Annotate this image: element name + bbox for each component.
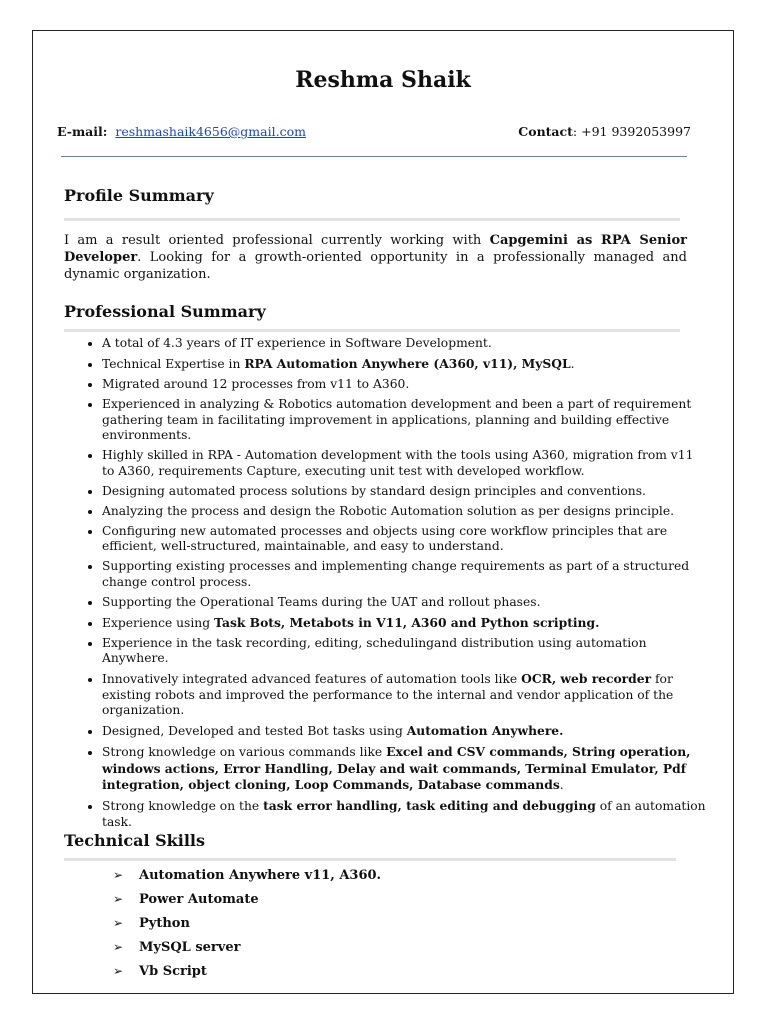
profile-summary-divider: [64, 218, 680, 221]
skill-label: Automation Anywhere v11, A360.: [139, 868, 382, 883]
candidate-name: Reshma Shaik: [295, 67, 471, 93]
profile-text-employer: Capgemini as RPA Senior Developer: [64, 233, 687, 265]
summary-bullet: [102, 336, 709, 352]
summary-bullet: [102, 448, 709, 479]
bullet-text: Highly skilled in RPA - Automation development with the tools using A360, migration from v11 to A360, requirements Capture, executing unit test with developed workflow.: [102, 448, 694, 478]
summary-bullet: [102, 559, 709, 590]
bullet-text-bold: OCR, web recorder: [521, 671, 652, 686]
summary-bullet: [102, 524, 709, 555]
bullet-text: for existing robots and improved the performance to the internal and vendor application of the organization.: [102, 672, 674, 717]
bullet-text: Designed, Developed and tested Bot tasks using: [102, 724, 407, 738]
bullet-text: Strong knowledge on various commands like: [102, 745, 387, 759]
arrow-bullet-icon: ➢: [113, 964, 124, 978]
summary-bullet: [102, 377, 709, 393]
email-label: E-mail:: [57, 124, 108, 139]
bullet-text: Experience using: [102, 615, 215, 630]
bullet-text: .: [570, 357, 575, 371]
summary-bullet: [102, 671, 709, 719]
arrow-bullet-icon: ➢: [113, 916, 124, 930]
bullet-text: Supporting the Operational Teams during the UAT and rollout phases.: [102, 594, 541, 609]
resume-page: [32, 30, 734, 994]
summary-bullet: [102, 484, 709, 500]
arrow-bullet-icon: ➢: [113, 868, 124, 882]
bullet-text: A total of 4.3 years of IT experience in Software Development.: [102, 336, 492, 350]
summary-bullet: [102, 744, 709, 794]
email-link[interactable]: reshmashaik4656@gmail.com: [115, 124, 306, 139]
bullet-text: Technical Expertise in: [102, 357, 245, 371]
bullet-text: Strong knowledge on the: [102, 799, 264, 813]
email-block: [57, 124, 306, 139]
summary-bullet: [102, 615, 709, 632]
bullet-text: Innovatively integrated advanced features of automation tools like: [102, 672, 522, 686]
summary-bullet: [102, 798, 709, 830]
skill-label: MySQL server: [139, 940, 241, 955]
bullet-text-bold: RPA Automation Anywhere (A360, v11), MySQL: [244, 356, 571, 371]
bullet-text: Migrated around 12 processes from v11 to A360.: [102, 377, 410, 391]
skill-label: Python: [139, 916, 190, 931]
bullet-text: Designing automated process solutions by standard design principles and conventions.: [102, 483, 646, 498]
arrow-bullet-icon: ➢: [113, 892, 124, 906]
summary-bullet: [102, 356, 709, 373]
summary-bullet: [102, 595, 709, 611]
technical-skills-heading: Technical Skills: [64, 831, 205, 850]
skill-item: [113, 940, 381, 964]
profile-summary-heading: Profile Summary: [64, 186, 214, 205]
skill-item: [113, 964, 381, 988]
skill-label: Vb Script: [139, 964, 207, 979]
bullet-text: of an automation task.: [102, 799, 706, 829]
skill-item: [113, 868, 381, 892]
technical-skills-divider: [64, 858, 676, 861]
professional-summary-divider: [64, 329, 680, 332]
contact-block: [518, 124, 691, 139]
arrow-bullet-icon: ➢: [113, 940, 124, 954]
professional-summary-list: [64, 336, 709, 835]
skill-item: [113, 916, 381, 940]
summary-bullet: [102, 397, 709, 444]
skill-item: [113, 892, 381, 916]
skill-label: Power Automate: [139, 892, 259, 907]
profile-text-end: . Looking for a growth-oriented opportunity in a professionally managed and dynamic organization.: [64, 250, 687, 282]
contact-value: : +91 9392053997: [572, 124, 691, 139]
header-divider: [61, 156, 687, 157]
summary-bullet: [102, 504, 709, 520]
bullet-text: .: [559, 778, 564, 792]
technical-skills-list: [113, 868, 381, 988]
bullet-text: Supporting existing processes and implementing change requirements as part of a structured change control process.: [102, 559, 690, 589]
bullet-text: Experienced in analyzing & Robotics automation development and been a part of requirement gathering team in facilitating improvement in applications, planning and building effective environments.: [102, 397, 692, 442]
bullet-text: Experience in the task recording, editing, schedulingand distribution using automation Anywhere.: [102, 635, 647, 665]
professional-summary-heading: Professional Summary: [64, 302, 266, 321]
bullet-text-bold: Excel and CSV commands, String operation, windows actions, Error Handling, Delay and wait commands, Terminal Emulator, Pdf integration, object cloning, Loop Commands, Database commands: [102, 744, 691, 792]
contact-row: [57, 124, 691, 139]
bullet-text-bold: task error handling, task editing and debugging: [263, 798, 596, 813]
profile-summary-text: [64, 232, 687, 283]
bullet-text: Configuring new automated processes and objects using core workflow principles that are efficient, well-structured, maintainable, and easy to understand.: [102, 523, 668, 553]
contact-label: Contact: [518, 124, 573, 139]
bullet-text-bold: Automation Anywhere.: [406, 723, 564, 738]
summary-bullet: [102, 636, 709, 667]
bullet-text: Analyzing the process and design the Robotic Automation solution as per designs principle.: [102, 503, 675, 518]
profile-text-start: I am a result oriented professional currently working with: [64, 233, 490, 248]
bullet-text-bold: Task Bots, Metabots in V11, A360 and Python scripting.: [214, 614, 600, 630]
summary-bullet: [102, 723, 709, 740]
